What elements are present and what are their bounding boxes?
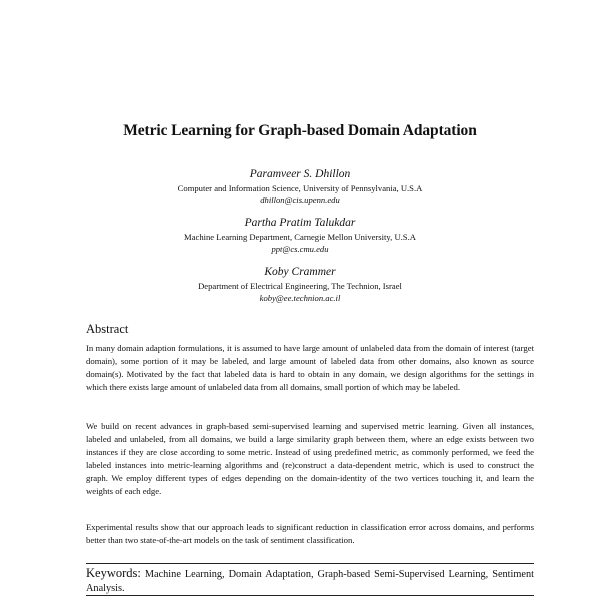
abstract-paragraph-1: In many domain adaption formulations, it is assumed to have large amount of unlabeled data from the domain of interest (target domain), some portion of it may be labeled, and large amount of labeled data from other domains, also known as source domain(s). Motivated by the fact that labeled data is hard to obtain in any domain, we design algorithms for the settings in which there exists large amount of unlabeled data from all domains, small portion of which may be labeled. [86, 343, 534, 393]
abstract-paragraph-2: We build on recent advances in graph-based semi-supervised learning and supervised metric learning. Given all instances, labeled and unlabeled, from all domains, we build a large similarity graph between them, where an edge exists between two instances if they are close according to some metric. Instead of using predefined metric, as commonly performed, we feed the labeled instances into metric-learning algorithms and (re)construct a data-dependent metric, which is used to construct the graph. We employ different types of edges depending on the domain-identity of the two vertices touching it, and learn the weights of each edge. [86, 421, 534, 497]
author-affiliation: Department of Electrical Engineering, The Technion, Israel [198, 281, 402, 291]
abstract-paragraph-3: Experimental results show that our approach leads to significant reduction in classification error across domains, and performs better than two state-of-the-art models on the task of sentiment classification. [86, 522, 534, 546]
author-block-2 [0, 216, 600, 255]
keywords-bottom-rule [86, 595, 534, 596]
author-name: Koby Crammer [264, 266, 336, 278]
author-email: dhillon@cis.upenn.edu [260, 195, 340, 205]
keywords-section [86, 566, 534, 596]
author-name: Paramveer S. Dhillon [249, 168, 351, 180]
author-affiliation: Computer and Information Science, University of Pennsylvania, U.S.A [177, 183, 423, 193]
author-email: koby@ee.technion.ac.il [259, 293, 341, 303]
keywords-text: Machine Learning, Domain Adaptation, Graph-based Semi-Supervised Learning, Sentiment Analysis. [86, 569, 534, 594]
author-block-3 [0, 265, 600, 304]
author-email: ppt@cs.cmu.edu [271, 244, 329, 254]
keywords-top-rule [86, 563, 534, 564]
paper-title: Metric Learning for Graph-based Domain Adaptation [123, 122, 477, 139]
author-affiliation: Machine Learning Department, Carnegie Mellon University, U.S.A [184, 232, 416, 242]
author-name: Partha Pratim Talukdar [244, 217, 356, 229]
keywords-label: Keywords: [86, 566, 141, 580]
abstract-heading: Abstract [86, 322, 129, 336]
author-block-1 [0, 167, 600, 206]
